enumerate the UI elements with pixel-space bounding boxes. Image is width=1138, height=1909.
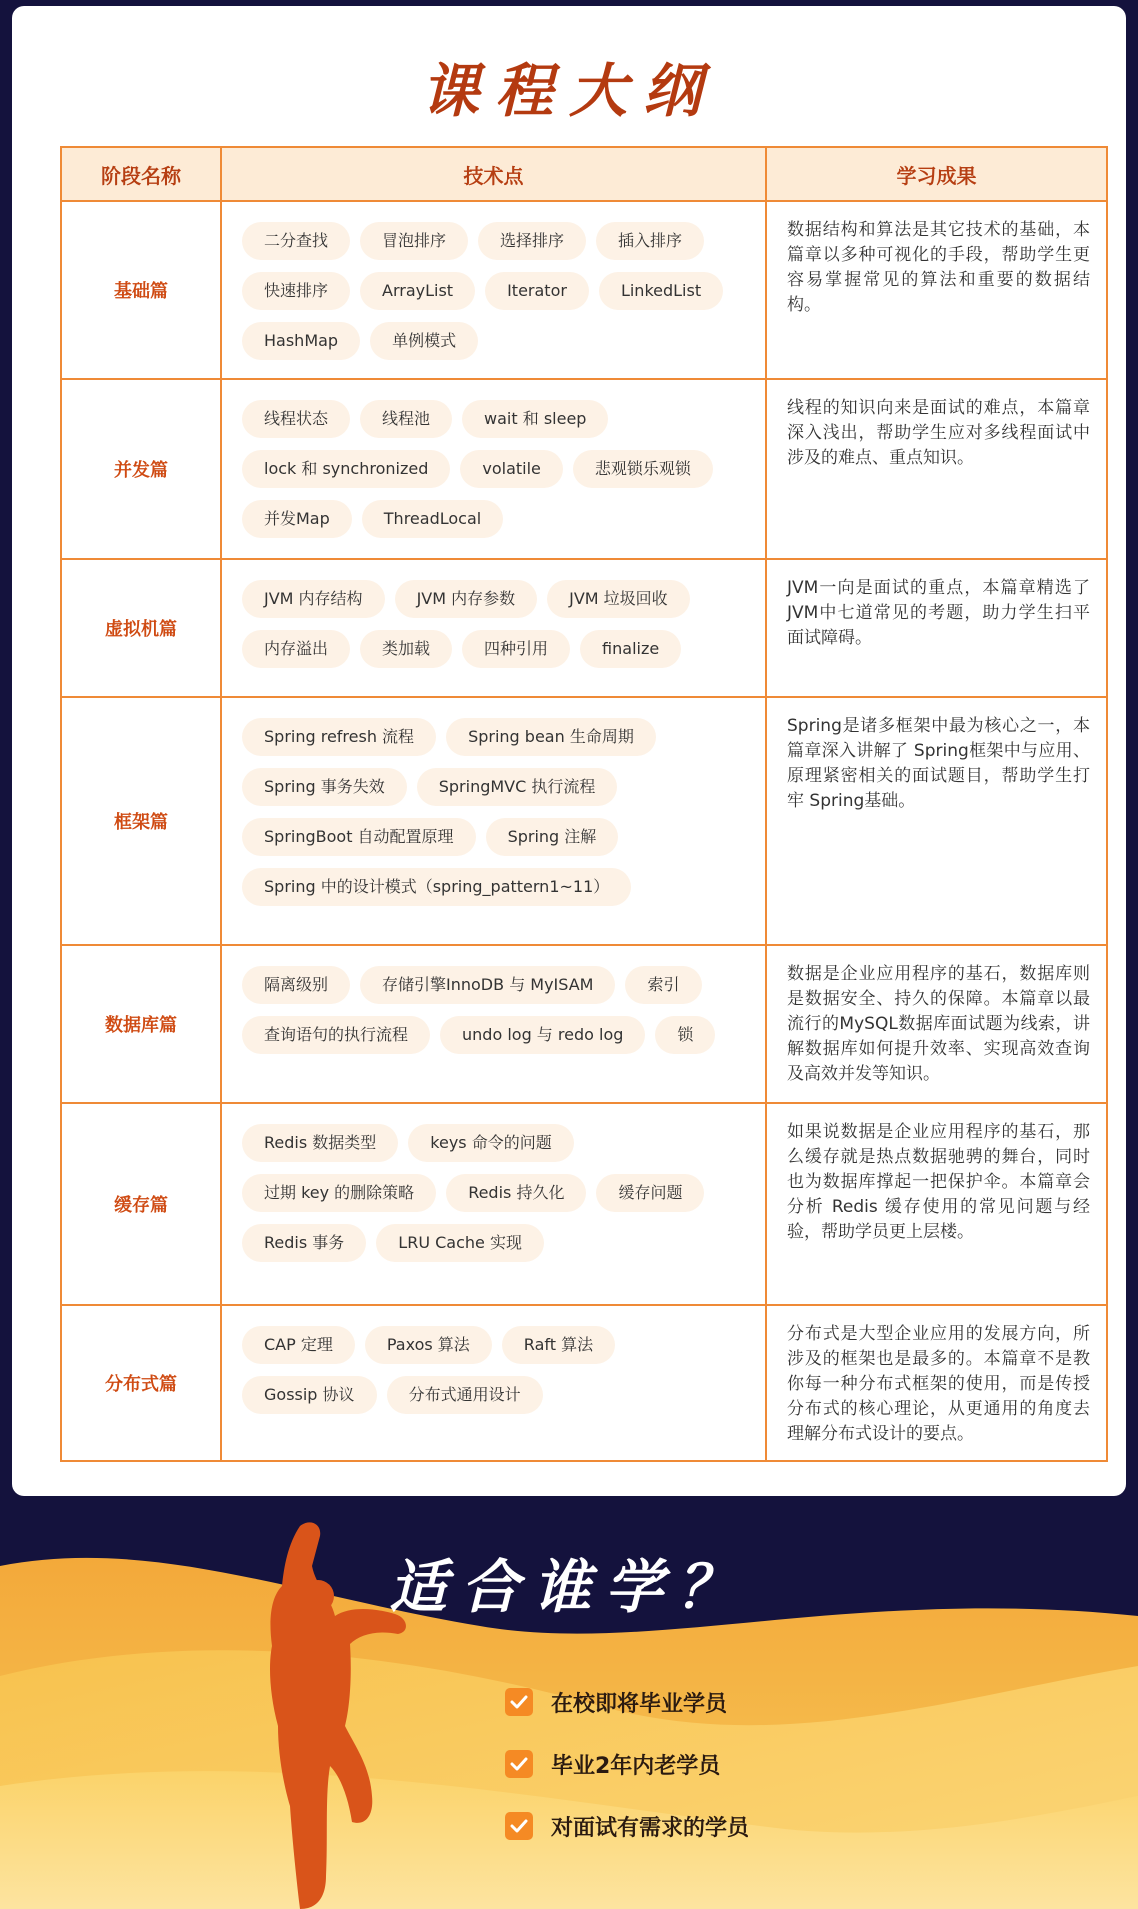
outline-title: 课程大纲 bbox=[420, 57, 717, 125]
header-points: 技术点 bbox=[221, 147, 766, 201]
tech-chip: SpringMVC 执行流程 bbox=[417, 768, 618, 806]
stage-name: 分布式篇 bbox=[61, 1305, 221, 1461]
tech-chip: LinkedList bbox=[599, 272, 723, 310]
learning-result: 分布式是大型企业应用的发展方向，所涉及的框架也是最多的。本篇章不是教你每一种分布式框架的使用，而是传授分布式的核心理论，从更通用的角度去理解分布式设计的要点。 bbox=[766, 1305, 1107, 1461]
tech-chip: Spring 事务失效 bbox=[242, 768, 407, 806]
tech-chip: Gossip 协议 bbox=[242, 1376, 377, 1414]
check-icon bbox=[505, 1750, 533, 1778]
table-row bbox=[61, 1305, 1107, 1461]
list-item bbox=[505, 1808, 749, 1844]
tech-chip: 并发Map bbox=[242, 500, 352, 538]
audience-label: 毕业2年内老学员 bbox=[551, 1753, 721, 1779]
tech-chip: 锁 bbox=[655, 1016, 715, 1054]
header-result: 学习成果 bbox=[766, 147, 1107, 201]
audience-list bbox=[505, 1684, 749, 1870]
tech-chip: lock 和 synchronized bbox=[242, 450, 450, 488]
who-should-learn-section bbox=[0, 1496, 1138, 1909]
tech-chip: 悲观锁乐观锁 bbox=[573, 450, 713, 488]
tech-chip: JVM 垃圾回收 bbox=[547, 580, 690, 618]
tech-chip: SpringBoot 自动配置原理 bbox=[242, 818, 476, 856]
learning-result: 线程的知识向来是面试的难点，本篇章深入浅出，帮助学生应对多线程面试中涉及的难点、重点知识。 bbox=[766, 379, 1107, 559]
tech-points bbox=[221, 201, 766, 379]
tech-chip: 线程池 bbox=[360, 400, 452, 438]
check-icon bbox=[505, 1812, 533, 1840]
outline-header-row bbox=[61, 147, 1107, 201]
tech-chip: 单例模式 bbox=[370, 322, 478, 360]
tech-chip: 冒泡排序 bbox=[360, 222, 468, 260]
tech-chip: 类加载 bbox=[360, 630, 452, 668]
learning-result: Spring是诸多框架中最为核心之一，本篇章深入讲解了 Spring框架中与应用、原理紧密相关的面试题目，帮助学生打牢 Spring基础。 bbox=[766, 697, 1107, 945]
table-row bbox=[61, 1103, 1107, 1305]
tech-chip: 缓存问题 bbox=[596, 1174, 704, 1212]
stage-name: 缓存篇 bbox=[61, 1103, 221, 1305]
stage-name: 数据库篇 bbox=[61, 945, 221, 1103]
tech-chip: 二分查找 bbox=[242, 222, 350, 260]
tech-chip: undo log 与 redo log bbox=[440, 1016, 645, 1054]
tech-chip: 分布式通用设计 bbox=[387, 1376, 543, 1414]
learning-result: JVM一向是面试的重点，本篇章精选了JVM中七道常见的考题，助力学生扫平面试障碍。 bbox=[766, 559, 1107, 697]
who-title: 适合谁学？ bbox=[388, 1553, 749, 1621]
tech-chip: Redis 持久化 bbox=[446, 1174, 586, 1212]
list-item bbox=[505, 1746, 749, 1782]
tech-points bbox=[221, 1305, 766, 1461]
outline-table bbox=[60, 146, 1108, 1462]
learning-result: 数据结构和算法是其它技术的基础，本篇章以多种可视化的手段，帮助学生更容易掌握常见的算法和重要的数据结构。 bbox=[766, 201, 1107, 379]
tech-chip: Redis 数据类型 bbox=[242, 1124, 398, 1162]
stage-name: 基础篇 bbox=[61, 201, 221, 379]
tech-chip: Paxos 算法 bbox=[365, 1326, 492, 1364]
tech-chip: ThreadLocal bbox=[362, 500, 503, 538]
tech-chip: Spring 注解 bbox=[486, 818, 619, 856]
table-row bbox=[61, 945, 1107, 1103]
header-stage: 阶段名称 bbox=[61, 147, 221, 201]
table-row bbox=[61, 559, 1107, 697]
tech-chip: 选择排序 bbox=[478, 222, 586, 260]
table-row bbox=[61, 697, 1107, 945]
tech-chip: 查询语句的执行流程 bbox=[242, 1016, 430, 1054]
tech-chip: ArrayList bbox=[360, 272, 475, 310]
tech-points bbox=[221, 379, 766, 559]
tech-chip: Spring bean 生命周期 bbox=[446, 718, 656, 756]
tech-chip: volatile bbox=[460, 450, 563, 488]
tech-chip: Redis 事务 bbox=[242, 1224, 366, 1262]
table-row bbox=[61, 379, 1107, 559]
tech-chip: 过期 key 的删除策略 bbox=[242, 1174, 436, 1212]
audience-label: 对面试有需求的学员 bbox=[551, 1815, 750, 1841]
tech-chip: 隔离级别 bbox=[242, 966, 350, 1004]
tech-chip: 内存溢出 bbox=[242, 630, 350, 668]
tech-chip: CAP 定理 bbox=[242, 1326, 355, 1364]
tech-points bbox=[221, 697, 766, 945]
course-outline-card bbox=[12, 6, 1126, 1496]
tech-chip: finalize bbox=[580, 630, 681, 668]
tech-chip: keys 命令的问题 bbox=[408, 1124, 573, 1162]
tech-points bbox=[221, 1103, 766, 1305]
tech-chip: Spring 中的设计模式（spring_pattern1~11） bbox=[242, 868, 631, 906]
stage-name: 虚拟机篇 bbox=[61, 559, 221, 697]
learning-result: 如果说数据是企业应用程序的基石，那么缓存就是热点数据驰骋的舞台，同时也为数据库撑起一把保护伞。本篇章会分析 Redis 缓存使用的常见问题与经验，帮助学员更上层楼。 bbox=[766, 1103, 1107, 1305]
tech-chip: HashMap bbox=[242, 322, 360, 360]
tech-chip: Iterator bbox=[485, 272, 589, 310]
stage-name: 并发篇 bbox=[61, 379, 221, 559]
tech-chip: wait 和 sleep bbox=[462, 400, 608, 438]
tech-chip: 插入排序 bbox=[596, 222, 704, 260]
tech-chip: JVM 内存参数 bbox=[395, 580, 538, 618]
tech-chip: 存储引擎InnoDB 与 MyISAM bbox=[360, 966, 615, 1004]
tech-chip: Spring refresh 流程 bbox=[242, 718, 436, 756]
tech-points bbox=[221, 945, 766, 1103]
tech-chip: Raft 算法 bbox=[502, 1326, 615, 1364]
stage-name: 框架篇 bbox=[61, 697, 221, 945]
check-icon bbox=[505, 1688, 533, 1716]
tech-chip: LRU Cache 实现 bbox=[376, 1224, 544, 1262]
audience-label: 在校即将毕业学员 bbox=[551, 1691, 728, 1717]
tech-chip: 索引 bbox=[625, 966, 701, 1004]
tech-chip: 四种引用 bbox=[462, 630, 570, 668]
table-row bbox=[61, 201, 1107, 379]
tech-chip: 快速排序 bbox=[242, 272, 350, 310]
tech-points bbox=[221, 559, 766, 697]
learning-result: 数据是企业应用程序的基石，数据库则是数据安全、持久的保障。本篇章以最流行的MySQL数据库面试题为线索，讲解数据库如何提升效率、实现高效查询及高效并发等知识。 bbox=[766, 945, 1107, 1103]
tech-chip: JVM 内存结构 bbox=[242, 580, 385, 618]
tech-chip: 线程状态 bbox=[242, 400, 350, 438]
list-item bbox=[505, 1684, 749, 1720]
